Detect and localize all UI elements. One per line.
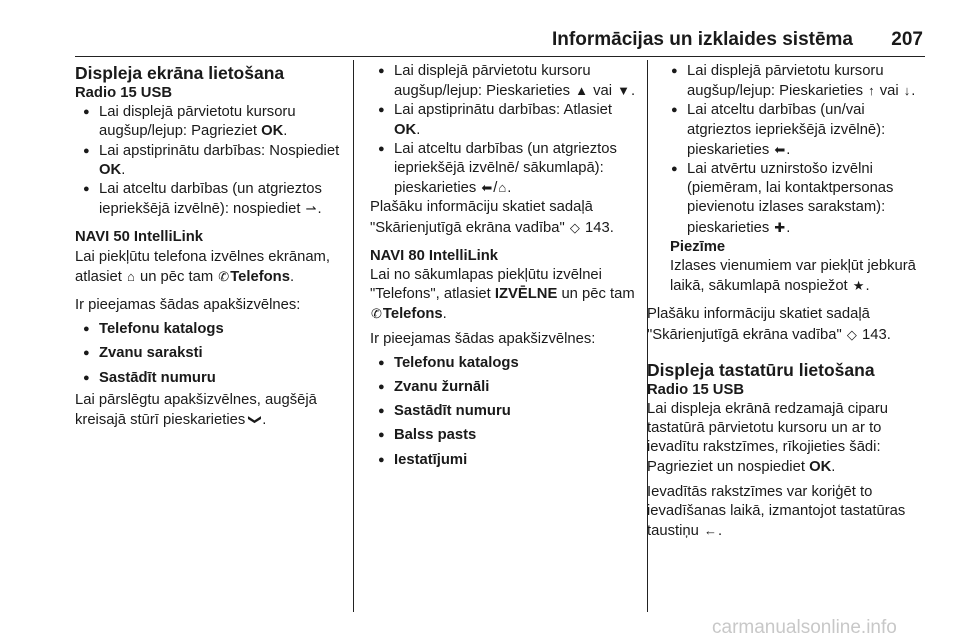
list-item: ● Balss pasts <box>370 426 642 445</box>
reference-icon: ◇ <box>846 326 857 342</box>
list-item: ● Lai apstiprinātu darbības: Nospiediet OK. <box>75 142 347 180</box>
page-header <box>75 26 925 57</box>
reference-icon: ◇ <box>569 219 580 235</box>
paragraph: Lai displeja ekrānā redzamajā ciparu tastatūrā pārvietotu kursoru un ar to ievadītu rakstzīmes, rīkojieties šādi: Pagrieziet un nospiediet OK. <box>647 401 888 475</box>
column-divider <box>353 60 354 612</box>
back-icon: ⇀ <box>305 201 317 217</box>
home-icon: ⌂ <box>127 268 135 284</box>
down-triangle-icon: ▼ <box>617 83 631 99</box>
list-item: ● Lai displejā pārvietotu kursoru augšup/lejup: Pieskarieties ↑ vai ↓. <box>663 62 928 101</box>
column-3 <box>647 62 928 541</box>
home-icon: ⌂ <box>498 180 507 196</box>
paragraph: Lai pārslēgtu apakšizvēlnes, augšējā kreisajā stūrī pieskarieties ❯. <box>75 391 317 429</box>
section-heading: Displeja tastatūru lietošana <box>647 359 875 380</box>
back-arrow-icon: ⬅ <box>481 180 493 196</box>
list-item: ● Zvanu žurnāli <box>370 378 642 397</box>
list-item: ● Lai displejā pārvietotu kursoru augšup/lejup: Pagrieziet OK. <box>75 103 347 141</box>
watermark: carmanualsonline.info <box>712 617 897 638</box>
subsection-title: Radio 15 USB <box>75 85 173 101</box>
note-title: Piezīme <box>670 238 726 255</box>
phone-icon: ✆ <box>218 268 230 284</box>
paragraph: Lai no sākumlapas piekļūtu izvēlnei "Telefons", atlasiet IZVĒLNE un pēc tam ✆Telefons. <box>370 267 635 323</box>
list-item: ● Telefonu katalogs <box>75 320 347 339</box>
page-title: Informācijas un izklaides sistēma <box>552 29 853 50</box>
left-arrow-icon: ← <box>703 523 717 539</box>
page-number: 207 <box>891 29 923 50</box>
list-item: ● Sastādīt numuru <box>75 369 347 388</box>
paragraph: Ievadītās rakstzīmes var koriģēt to ievadīšanas laikā, izmantojot tastatūras taustiņu ←. <box>647 483 906 540</box>
note-text: Izlases vienumiem var piekļūt jebkurā laikā, sākumlapā nospiežot ★. <box>670 258 916 295</box>
list-item: ● Lai apstiprinātu darbības: Atlasiet OK. <box>370 101 642 139</box>
arrow-down-icon: ↓ <box>903 83 911 99</box>
list-item: ● Lai atvērtu uznirstošo izvēlni (piemēram, lai kontaktpersonas pievienotu izlases sarakstam): pieskarieties ✚. <box>663 160 928 238</box>
list-item: ● Lai atceltu darbības (un/vai atgrieztos iepriekšējā izvēlnē): pieskarieties ⬅. <box>663 101 928 160</box>
list-item: ● Lai displejā pārvietotu kursoru augšup/lejup: Pieskarieties ▲ vai ▼. <box>370 62 642 101</box>
subsection-title: NAVI 50 IntelliLink <box>75 229 203 246</box>
list-item: ● Iestatījumi <box>370 451 642 470</box>
up-triangle-icon: ▲ <box>575 83 589 99</box>
list-item: ● Zvanu saraksti <box>75 344 347 363</box>
list-item: ● Lai atceltu darbības (un atgrieztos iepriekšējā izvēlnē): nospiediet ⇀. <box>75 180 347 219</box>
paragraph: Ir pieejamas šādas apakšizvēlnes: <box>75 297 301 314</box>
paragraph: Ir pieejamas šādas apakšizvēlnes: <box>370 330 596 347</box>
subsection-title: NAVI 80 IntelliLink <box>370 247 498 264</box>
back-arrow-icon: ⬅ <box>774 141 786 157</box>
arrow-up-icon: ↑ <box>868 83 875 99</box>
paragraph: Lai piekļūtu telefona izvēlnes ekrānam, atlasiet ⌂ un pēc tam ✆Telefons. <box>75 248 330 285</box>
paragraph: Plašāku informāciju skatiet sadaļā "Skārienjutīgā ekrāna vadība" ◇ 143. <box>647 306 891 343</box>
paragraph: Plašāku informāciju skatiet sadaļā "Skārienjutīgā ekrāna vadība" ◇ 143. <box>370 199 614 236</box>
phone-icon: ✆ <box>371 306 382 322</box>
list-item: ● Telefonu katalogs <box>370 354 642 373</box>
list-item: ● Lai atceltu darbības (un atgrieztos iepriekšējā izvēlnē/ sākumlapā): pieskarieties ⬅/⌂. <box>370 140 642 199</box>
list-item: ● Sastādīt numuru <box>370 402 642 421</box>
subsection-title: Radio 15 USB <box>647 381 745 398</box>
column-1 <box>75 62 347 430</box>
star-icon: ★ <box>852 278 865 294</box>
plus-icon: ✚ <box>774 219 786 235</box>
column-2 <box>370 62 642 470</box>
chevron-down-icon: ❯ <box>248 414 264 426</box>
section-heading: Displeja ekrāna lietošana <box>75 63 285 83</box>
